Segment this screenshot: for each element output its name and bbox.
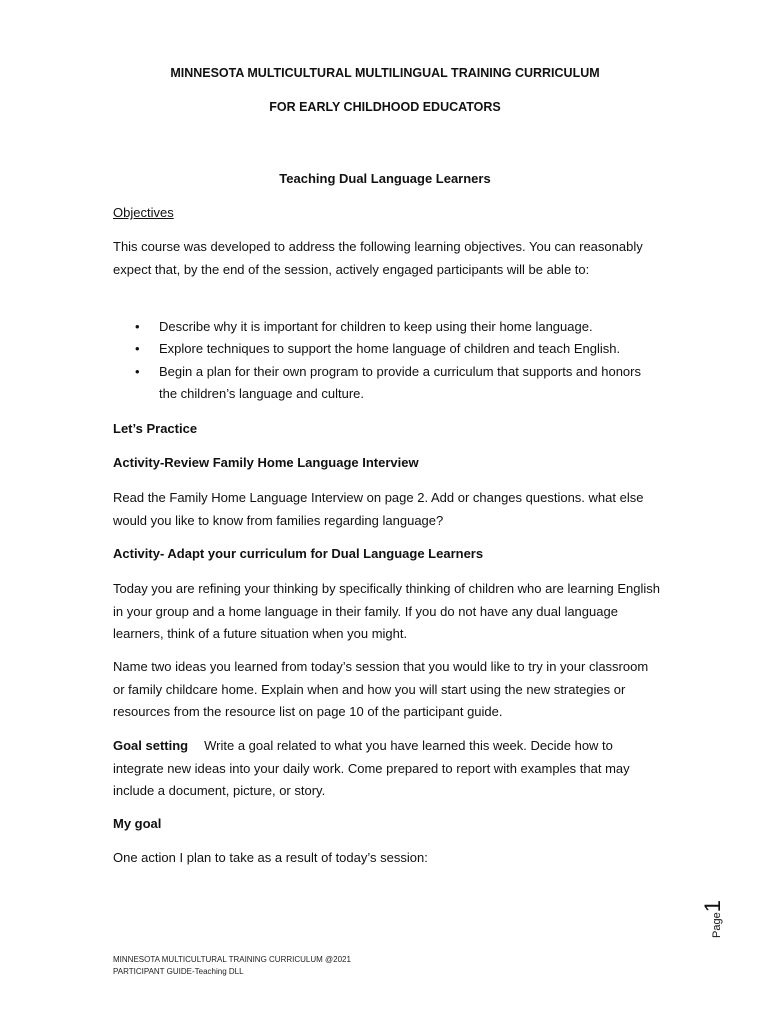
bullet-icon: • xyxy=(135,341,140,357)
objective-item xyxy=(113,316,653,338)
page-label: Page xyxy=(711,912,723,938)
course-title: Teaching Dual Language Learners xyxy=(279,171,491,186)
activity2-heading: Activity- Adapt your curriculum for Dual Language Learners xyxy=(113,546,484,561)
my-goal-heading: My goal xyxy=(113,816,162,831)
header-title-line1: MINNESOTA MULTICULTURAL MULTILINGUAL TRAINING CURRICULUM xyxy=(170,66,600,80)
objective-item xyxy=(113,361,653,406)
activity1-heading: Activity-Review Family Home Language Interview xyxy=(113,455,419,470)
bullet-icon: • xyxy=(135,319,140,334)
goal-setting-label: Goal setting xyxy=(113,738,189,753)
objective-item xyxy=(113,338,653,360)
practice-heading: Let’s Practice xyxy=(113,421,198,436)
page-number-value: 1 xyxy=(700,900,725,913)
page-number xyxy=(700,898,730,938)
objective-text: Begin a plan for their own program to provide a curriculum that supports and honors the children’s language and culture. xyxy=(159,363,641,401)
objective-text: Describe why it is important for children to keep using their home language. xyxy=(159,319,593,334)
goal-setting-text: Write a goal related to what you have learned this week. Decide how to integrate new ideas into your daily work. Come prepared to report with examples that may include a document, picture, or story. xyxy=(113,738,630,798)
objectives-list xyxy=(113,316,653,405)
bullet-icon: • xyxy=(135,363,140,379)
footer-line1: MINNESOTA MULTICULTURAL TRAINING CURRICULUM @2021 xyxy=(113,955,351,964)
footer-line2: PARTICIPANT GUIDE-Teaching DLL xyxy=(113,967,244,976)
objective-text: Explore techniques to support the home language of children and teach English. xyxy=(159,341,621,357)
objectives-heading: Objectives xyxy=(113,205,174,220)
activity2-text2: Name two ideas you learned from today’s session that you would like to try in your classroom or family childcare home. Explain when and how you will start using the new strategies or resources from the resource list on page 10 of the participant guide. xyxy=(113,659,649,719)
objectives-intro: This course was developed to address the following learning objectives. You can reasonably expect that, by the end of the session, actively engaged participants will be able to: xyxy=(113,239,643,277)
activity1-text: Read the Family Home Language Interview on page 2. Add or changes questions. what else would you like to know from families regarding language? xyxy=(113,490,644,528)
goal-setting-paragraph xyxy=(113,735,663,803)
activity2-text1: Today you are refining your thinking by specifically thinking of children who are learning English in your group and a home language in their family. If you do not have any dual language learners, think of a future situation when you might. xyxy=(113,581,661,641)
header-title-line2: FOR EARLY CHILDHOOD EDUCATORS xyxy=(269,100,501,114)
my-goal-text: One action I plan to take as a result of today’s session: xyxy=(113,850,428,865)
